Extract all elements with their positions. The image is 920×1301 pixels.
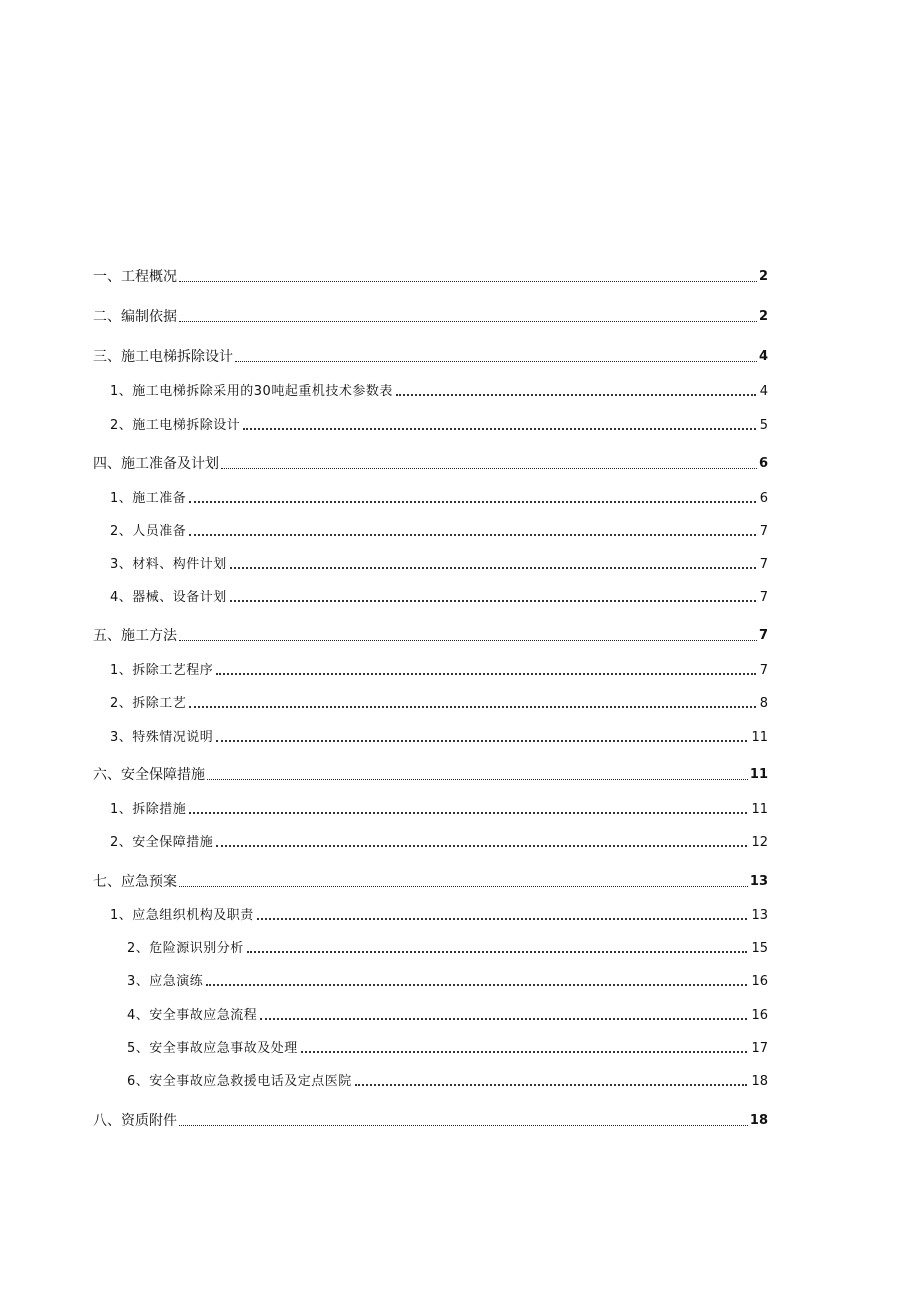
toc-entry-label: 七、应急预案 xyxy=(93,874,177,890)
toc-entry-label: 4、安全事故应急流程 xyxy=(127,1008,258,1023)
toc-entry-4-3[interactable] xyxy=(110,554,768,574)
toc-entry-label: 2、危险源识别分析 xyxy=(127,941,244,956)
toc-entry-page: 5 xyxy=(759,418,768,433)
toc-entry-6-2[interactable] xyxy=(110,832,768,852)
toc-entry-label: 3、应急演练 xyxy=(127,974,204,989)
toc-leader-dots xyxy=(189,812,747,814)
toc-leader-dots xyxy=(230,600,756,602)
toc-leader-dots xyxy=(235,361,757,362)
toc-entry-label: 四、施工准备及计划 xyxy=(93,456,219,472)
toc-entry-page: 4 xyxy=(758,349,768,364)
toc-entry-page: 6 xyxy=(758,456,768,471)
toc-entry-label: 6、安全事故应急救援电话及定点医院 xyxy=(127,1074,352,1089)
toc-entry-page: 17 xyxy=(751,1041,768,1056)
toc-entry-page: 11 xyxy=(749,767,768,782)
toc-entry-4-2[interactable] xyxy=(110,521,768,541)
toc-entry-page: 16 xyxy=(751,974,768,989)
toc-leader-dots xyxy=(179,640,757,641)
toc-entry-label: 1、应急组织机构及职责 xyxy=(110,908,254,923)
toc-leader-dots xyxy=(243,428,755,430)
toc-leader-dots xyxy=(216,740,747,742)
toc-entry-page: 16 xyxy=(751,1008,768,1023)
toc-entry-label: 一、工程概况 xyxy=(93,269,177,285)
toc-entry-label: 二、编制依据 xyxy=(93,309,177,325)
toc-leader-dots xyxy=(230,567,756,569)
toc-entry-label: 八、资质附件 xyxy=(93,1113,177,1129)
toc-entry-page: 7 xyxy=(759,524,768,539)
toc-entry-page: 7 xyxy=(759,663,768,678)
toc-entry-7[interactable] xyxy=(93,871,768,891)
toc-entry-6[interactable] xyxy=(93,764,768,784)
toc-leader-dots xyxy=(257,918,748,920)
toc-entry-label: 5、安全事故应急事故及处理 xyxy=(127,1041,298,1056)
toc-entry-8[interactable] xyxy=(93,1110,768,1130)
toc-entry-5[interactable] xyxy=(93,625,768,645)
toc-entry-label: 3、特殊情况说明 xyxy=(110,730,214,745)
toc-leader-dots xyxy=(179,321,757,322)
toc-entry-page: 18 xyxy=(749,1113,768,1128)
toc-entry-page: 18 xyxy=(751,1074,768,1089)
toc-leader-dots xyxy=(216,845,747,847)
toc-entry-7-3[interactable] xyxy=(127,971,768,991)
toc-entry-page: 15 xyxy=(751,941,768,956)
toc-entry-page: 13 xyxy=(751,908,768,923)
toc-entry-page: 12 xyxy=(751,835,768,850)
toc-entry-page: 2 xyxy=(758,269,768,284)
toc-entry-label: 1、施工电梯拆除采用的30吨起重机技术参数表 xyxy=(110,384,393,399)
toc-entry-label: 2、施工电梯拆除设计 xyxy=(110,418,241,433)
toc-entry-4[interactable] xyxy=(93,453,768,473)
toc-entry-page: 6 xyxy=(759,491,768,506)
toc-entry-label: 3、材料、构件计划 xyxy=(110,557,227,572)
toc-entry-label: 三、施工电梯拆除设计 xyxy=(93,349,233,365)
toc-entry-label: 2、人员准备 xyxy=(110,524,187,539)
toc-entry-label: 4、器械、设备计划 xyxy=(110,590,227,605)
toc-leader-dots xyxy=(247,951,748,953)
toc-entry-7-6[interactable] xyxy=(127,1071,768,1091)
toc-entry-page: 13 xyxy=(749,874,768,889)
toc-entry-page: 7 xyxy=(758,628,768,643)
toc-entry-page: 7 xyxy=(759,557,768,572)
toc-entry-page: 4 xyxy=(759,384,768,399)
toc-entry-page: 7 xyxy=(759,590,768,605)
toc-entry-5-3[interactable] xyxy=(110,727,768,747)
toc-leader-dots xyxy=(207,779,748,780)
toc-leader-dots xyxy=(396,394,756,396)
toc-entry-2[interactable] xyxy=(93,306,768,326)
toc-entry-6-1[interactable] xyxy=(110,799,768,819)
toc-entry-3[interactable] xyxy=(93,346,768,366)
toc-leader-dots xyxy=(301,1051,748,1053)
toc-entry-label: 1、施工准备 xyxy=(110,491,187,506)
toc-entry-page: 11 xyxy=(751,730,768,745)
toc-leader-dots xyxy=(179,886,748,887)
toc-entry-5-2[interactable] xyxy=(110,693,768,713)
toc-entry-7-1[interactable] xyxy=(110,905,768,925)
toc-entry-page: 11 xyxy=(751,802,768,817)
toc-leader-dots xyxy=(260,1018,747,1020)
toc-entry-label: 2、拆除工艺 xyxy=(110,696,187,711)
toc-leader-dots xyxy=(216,673,755,675)
toc-entry-7-2[interactable] xyxy=(127,938,768,958)
toc-entry-7-5[interactable] xyxy=(127,1038,768,1058)
toc-entry-label: 1、拆除措施 xyxy=(110,802,187,817)
toc-entry-3-2[interactable] xyxy=(110,415,768,435)
toc-leader-dots xyxy=(189,501,755,503)
toc-entry-label: 六、安全保障措施 xyxy=(93,767,205,783)
toc-leader-dots xyxy=(189,534,755,536)
toc-entry-page: 8 xyxy=(759,696,768,711)
toc-entry-page: 2 xyxy=(758,309,768,324)
toc-entry-4-1[interactable] xyxy=(110,488,768,508)
toc-entry-4-4[interactable] xyxy=(110,587,768,607)
toc-leader-dots xyxy=(179,281,757,282)
toc-leader-dots xyxy=(179,1125,748,1126)
toc-entry-label: 五、施工方法 xyxy=(93,628,177,644)
toc-entry-7-4[interactable] xyxy=(127,1005,768,1025)
toc-leader-dots xyxy=(189,706,755,708)
toc-leader-dots xyxy=(221,468,757,469)
toc-leader-dots xyxy=(206,984,747,986)
toc-entry-3-1[interactable] xyxy=(110,381,768,401)
toc-entry-1[interactable] xyxy=(93,266,768,286)
toc-entry-5-1[interactable] xyxy=(110,660,768,680)
toc-entry-label: 1、拆除工艺程序 xyxy=(110,663,214,678)
toc-leader-dots xyxy=(355,1084,748,1086)
toc-entry-label: 2、安全保障措施 xyxy=(110,835,214,850)
